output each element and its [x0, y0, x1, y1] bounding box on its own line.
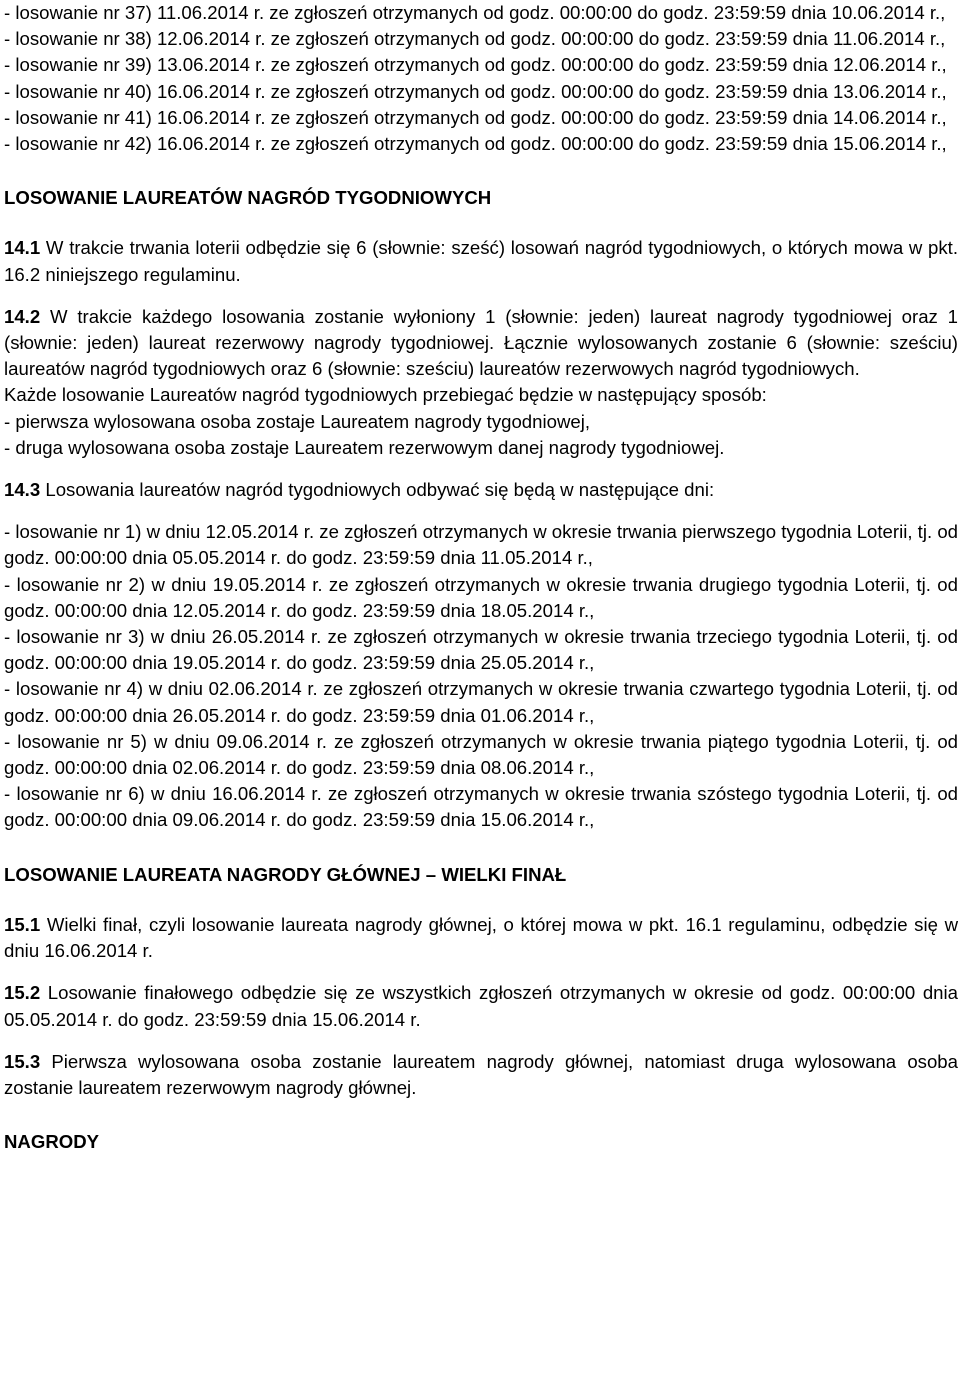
weekly-section-heading: LOSOWANIE LAUREATÓW NAGRÓD TYGODNIOWYCH: [4, 187, 492, 209]
paragraph-15-1: [4, 912, 958, 964]
list-item: - losowanie nr 1) w dniu 12.05.2014 r. ze zgłoszeń otrzymanych w okresie trwania pierwszego tygodnia Loterii, tj. od godz. 00:00:00 dnia 05.05.2014 r. do godz. 23:59:59 dnia 11.05.2014 r.,: [4, 521, 958, 569]
weekly-draw-list: [4, 519, 958, 833]
list-item: - losowanie nr 41) 16.06.2014 r. ze zgłoszeń otrzymanych od godz. 00:00:00 do godz. 23:59:59 dnia 14.06.2014 r.,: [4, 106, 947, 128]
list-item: - losowanie nr 37) 11.06.2014 r. ze zgłoszeń otrzymanych od godz. 00:00:00 do godz. 23:59:59 dnia 10.06.2014 r.,: [4, 2, 946, 23]
final-section-heading: LOSOWANIE LAUREATA NAGRODY GŁÓWNEJ – WIELKI FINAŁ: [4, 863, 567, 885]
paragraph-number: 14.1: [4, 237, 41, 259]
paragraph-14-3: [4, 477, 958, 503]
paragraph-text: W trakcie trwania loterii odbędzie się 6 (słownie: sześć) losowań nagród tygodniowych, o których mowa w pkt. 16.2 niniejszego regulaminu.: [4, 237, 958, 285]
list-item: - losowanie nr 42) 16.06.2014 r. ze zgłoszeń otrzymanych od godz. 00:00:00 do godz. 23:59:59 dnia 15.06.2014 r.,: [4, 133, 947, 155]
paragraph-number: 15.3: [4, 1050, 41, 1072]
paragraph-14-1: [4, 235, 958, 287]
list-item: - losowanie nr 4) w dniu 02.06.2014 r. ze zgłoszeń otrzymanych w okresie trwania czwartego tygodnia Loterii, tj. od godz. 00:00:00 dnia 26.05.2014 r. do godz. 23:59:59 dnia 01.06.2014 r.,: [4, 678, 958, 726]
list-item: - losowanie nr 38) 12.06.2014 r. ze zgłoszeń otrzymanych od godz. 00:00:00 do godz. 23:59:59 dnia 11.06.2014 r.,: [4, 28, 946, 50]
paragraph-number: 15.2: [4, 982, 41, 1004]
paragraph-14-2: [4, 304, 958, 383]
paragraph-text: Losowania laureatów nagród tygodniowych odbywać się będą w następujące dni:: [40, 479, 715, 501]
list-item: - losowanie nr 2) w dniu 19.05.2014 r. ze zgłoszeń otrzymanych w okresie trwania drugiego tygodnia Loterii, tj. od godz. 00:00:00 dnia 12.05.2014 r. do godz. 23:59:59 dnia 18.05.2014 r.,: [4, 573, 958, 621]
paragraph-15-2: [4, 980, 958, 1032]
list-item: - losowanie nr 40) 16.06.2014 r. ze zgłoszeń otrzymanych od godz. 00:00:00 do godz. 23:59:59 dnia 13.06.2014 r.,: [4, 80, 947, 102]
paragraph-text: Losowanie finałowego odbędzie się ze wszystkich zgłoszeń otrzymanych w okresie od godz. 00:00:00 dnia 05.05.2014 r. do godz. 23:59:59 dnia 15.06.2014 r.: [4, 982, 958, 1030]
paragraph-text-line: Każde losowanie Laureatów nagród tygodniowych przebiegać będzie w następujący sposób:: [4, 384, 767, 406]
list-item: - losowanie nr 39) 13.06.2014 r. ze zgłoszeń otrzymanych od godz. 00:00:00 do godz. 23:59:59 dnia 12.06.2014 r.,: [4, 54, 947, 76]
paragraph-text: Pierwsza wylosowana osoba zostanie laureatem nagrody głównej, natomiast druga wylosowana osoba zostanie laureatem rezerwowym nagrody głównej.: [4, 1050, 958, 1098]
paragraph-number: 14.2: [4, 305, 41, 327]
list-item: - losowanie nr 3) w dniu 26.05.2014 r. ze zgłoszeń otrzymanych w okresie trwania trzeciego tygodnia Loterii, tj. od godz. 00:00:00 dnia 19.05.2014 r. do godz. 23:59:59 dnia 25.05.2014 r.,: [4, 626, 958, 674]
paragraph-text-line: - druga wylosowana osoba zostaje Laureatem rezerwowym danej nagrody tygodniowej.: [4, 436, 725, 458]
paragraph-number: 15.1: [4, 913, 41, 935]
list-item: - losowanie nr 6) w dniu 16.06.2014 r. ze zgłoszeń otrzymanych w okresie trwania szóstego tygodnia Loterii, tj. od godz. 00:00:00 dnia 09.06.2014 r. do godz. 23:59:59 dnia 15.06.2014 r.,: [4, 783, 958, 831]
daily-draw-list: [4, 0, 958, 157]
paragraph-15-3: [4, 1049, 958, 1101]
paragraph-number: 14.3: [4, 479, 41, 501]
paragraph-text: W trakcie każdego losowania zostanie wyłoniony 1 (słownie: jeden) laureat nagrody tygodniowej oraz 1 (słownie: jeden) laureat rezerwowy nagrody tygodniowej. Łącznie wylosowanych zostanie 6 (słownie: sześciu) laureatów nagród tygodniowych oraz 6 (słownie: sześciu) laureatów rezerwowych nagród tygodniowych.: [4, 305, 958, 380]
paragraph-text: Wielki finał, czyli losowanie laureata nagrody głównej, o której mowa w pkt. 16.1 regulaminu, odbędzie się w dniu 16.06.2014 r.: [4, 913, 958, 962]
list-item: - losowanie nr 5) w dniu 09.06.2014 r. ze zgłoszeń otrzymanych w okresie trwania piątego tygodnia Loterii, tj. od godz. 00:00:00 dnia 02.06.2014 r. do godz. 23:59:59 dnia 08.06.2014 r.,: [4, 730, 958, 779]
prizes-section-heading: NAGRODY: [4, 1131, 100, 1153]
paragraph-text-line: - pierwsza wylosowana osoba zostaje Laureatem nagrody tygodniowej,: [4, 410, 591, 432]
